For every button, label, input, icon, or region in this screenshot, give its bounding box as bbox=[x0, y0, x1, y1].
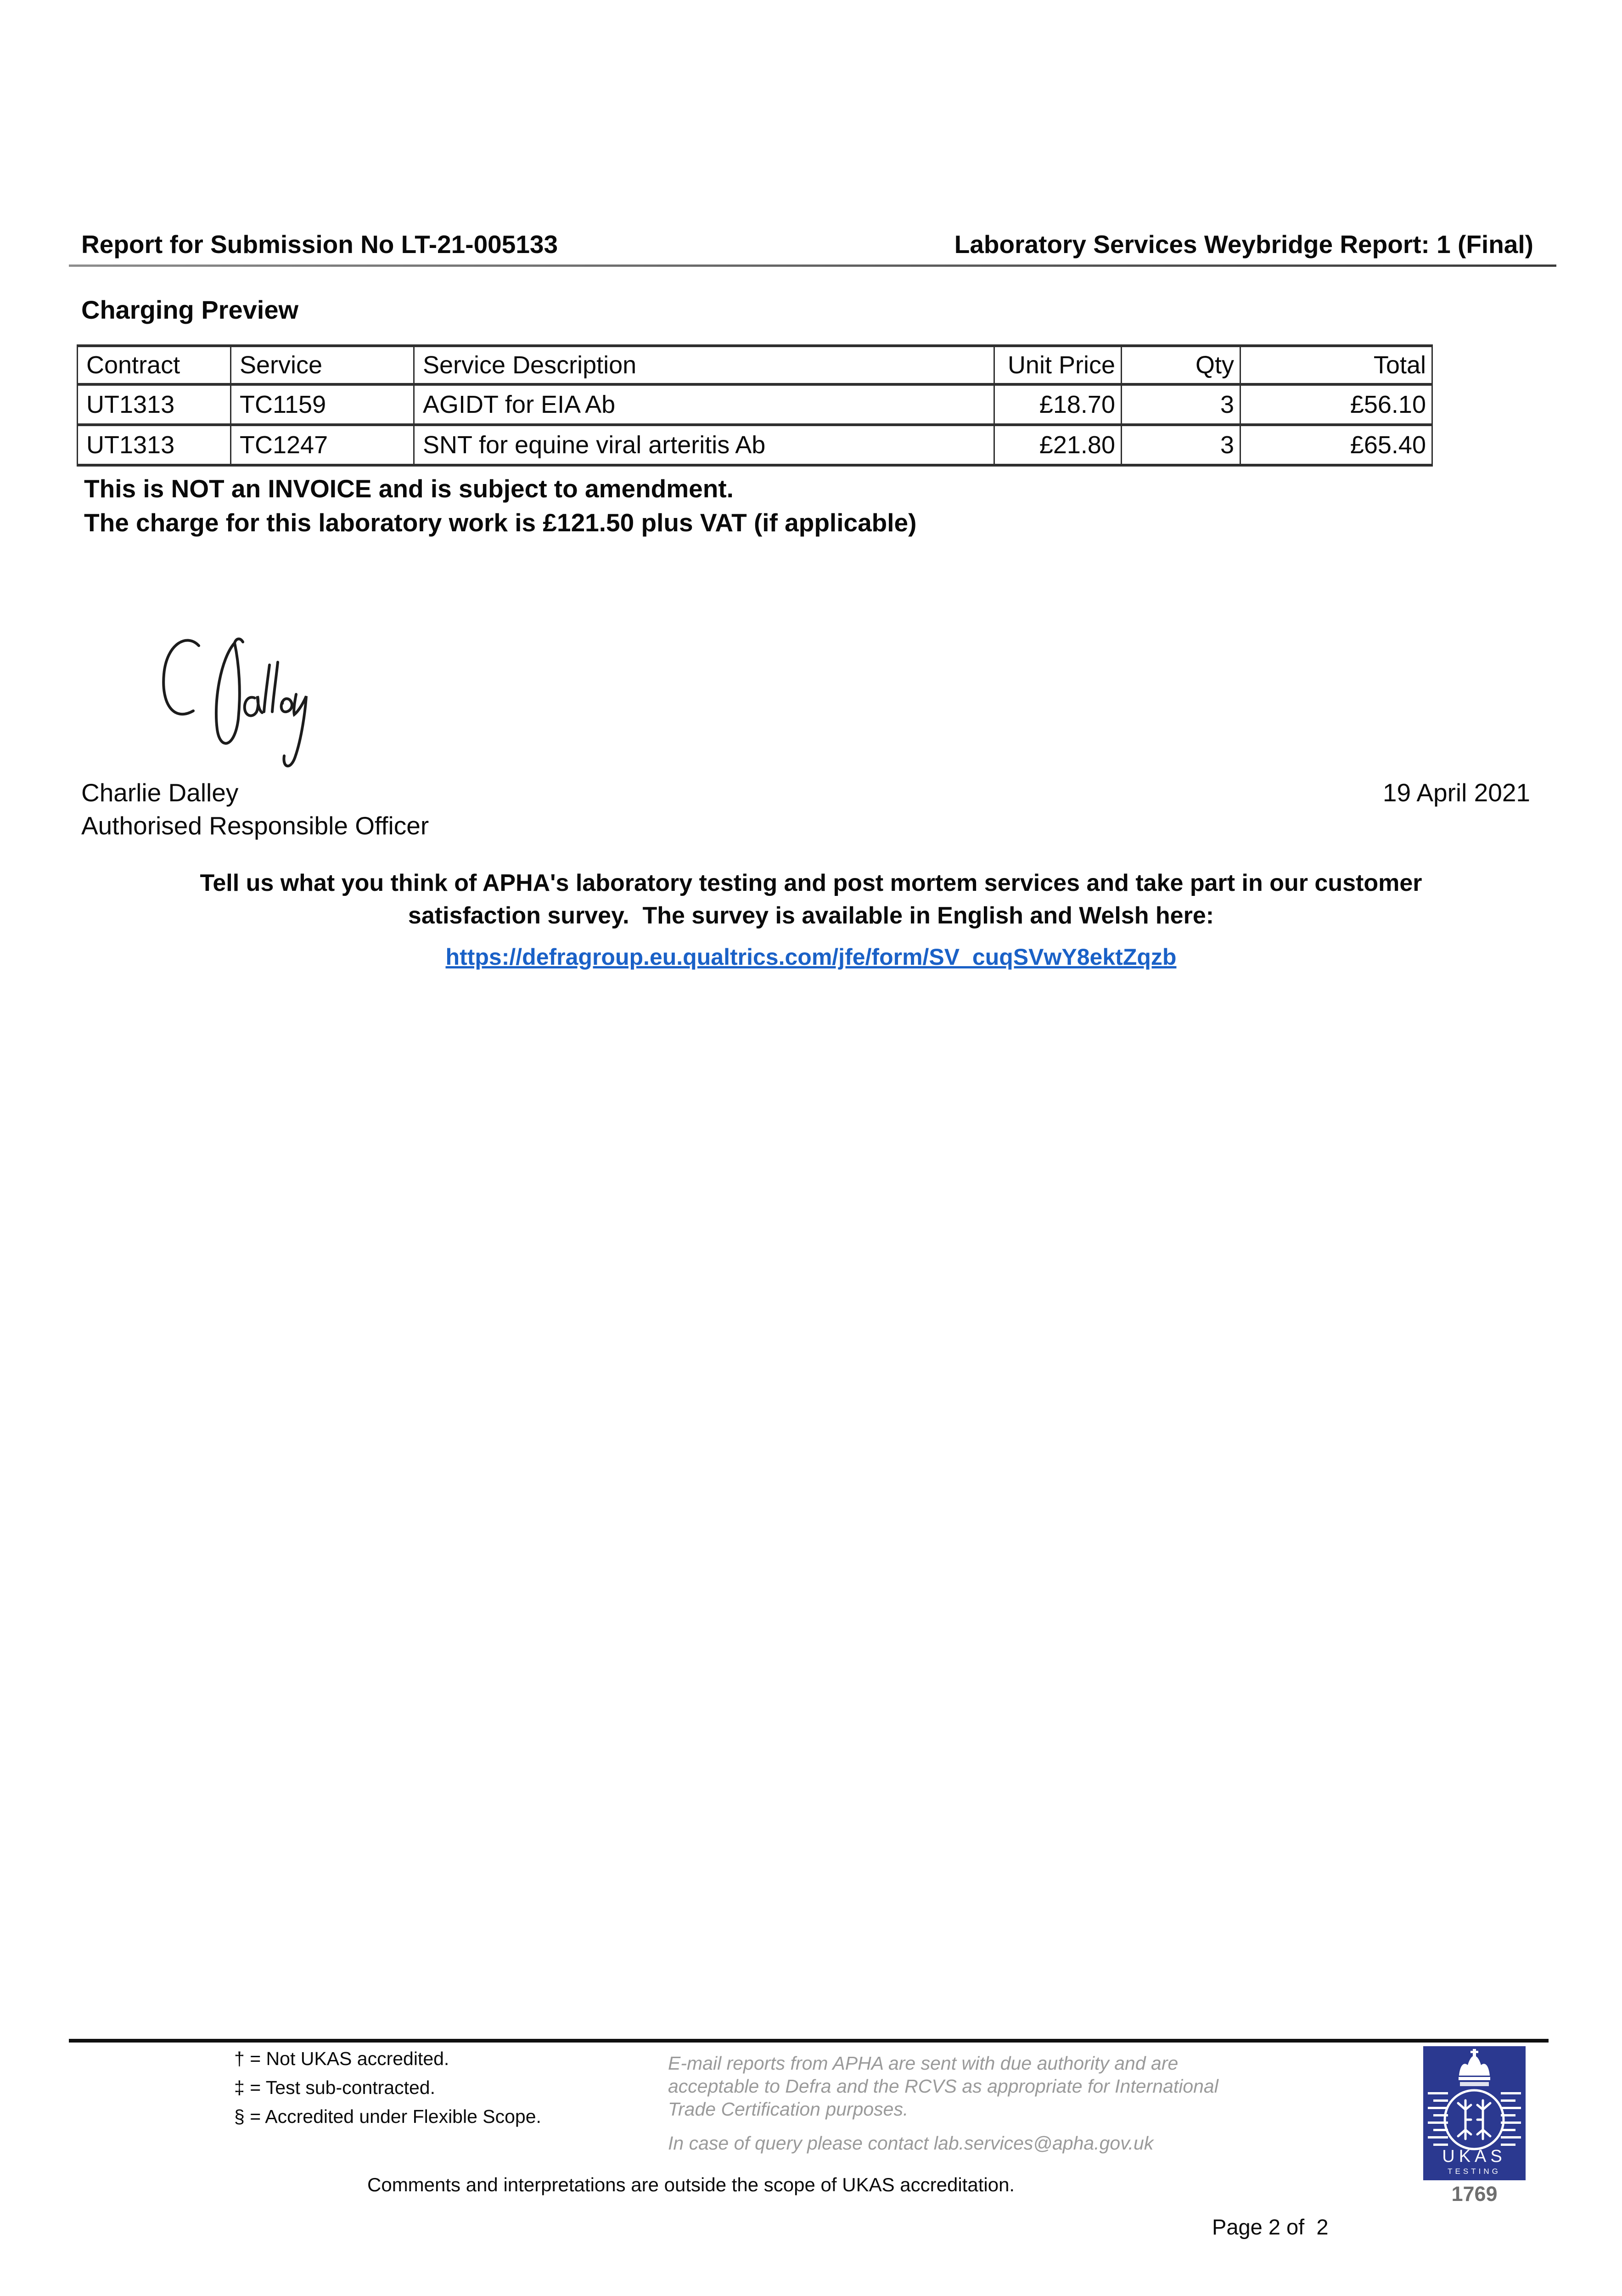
col-header-service-description: Service Description bbox=[414, 346, 994, 384]
charge-total-note: The charge for this laboratory work is £121.50 plus VAT (if applicable) bbox=[84, 508, 917, 537]
query-contact-note: In case of query please contact lab.services@apha.gov.uk bbox=[668, 2133, 1154, 2154]
email-note-line: E-mail reports from APHA are sent with due authority and are bbox=[668, 2053, 1179, 2074]
survey-text-line2: satisfaction survey. The survey is available in English and Welsh here: bbox=[408, 902, 1214, 929]
cell-unit-price: £18.70 bbox=[994, 384, 1122, 425]
header-right-title: Laboratory Services Weybridge Report: 1 (Final) bbox=[954, 230, 1533, 259]
email-note-line: acceptable to Defra and the RCVS as appropriate for International bbox=[668, 2076, 1218, 2097]
survey-link-wrap bbox=[46, 944, 1576, 970]
signoff-date: 19 April 2021 bbox=[1382, 778, 1530, 807]
cell-contract: UT1313 bbox=[78, 425, 231, 465]
accreditation-legend bbox=[234, 2044, 541, 2131]
email-note-line: Trade Certification purposes. bbox=[668, 2099, 909, 2120]
table-row bbox=[78, 425, 1432, 465]
charging-table bbox=[77, 344, 1433, 467]
cell-service: TC1159 bbox=[231, 384, 414, 425]
legend-flexible-scope: § = Accredited under Flexible Scope. bbox=[234, 2106, 541, 2127]
col-header-unit-price: Unit Price bbox=[994, 346, 1122, 384]
header-divider bbox=[69, 264, 1556, 267]
not-invoice-note: This is NOT an INVOICE and is subject to amendment. bbox=[84, 474, 734, 503]
cell-qty: 3 bbox=[1122, 425, 1240, 465]
col-header-contract: Contract bbox=[78, 346, 231, 384]
page-number: Page 2 of 2 bbox=[1212, 2215, 1329, 2239]
survey-text-line1: Tell us what you think of APHA's laboratory testing and post mortem services and take part in our customer bbox=[200, 870, 1422, 896]
table-header-row bbox=[78, 346, 1432, 384]
table-row bbox=[78, 384, 1432, 425]
signoff-name: Charlie Dalley bbox=[81, 778, 239, 807]
cell-service-description: AGIDT for EIA Ab bbox=[414, 384, 994, 425]
cell-service: TC1247 bbox=[231, 425, 414, 465]
signature bbox=[145, 620, 337, 781]
col-header-service: Service bbox=[231, 346, 414, 384]
legend-not-ukas: † = Not UKAS accredited. bbox=[234, 2048, 449, 2069]
cell-service-description: SNT for equine viral arteritis Ab bbox=[414, 425, 994, 465]
col-header-total: Total bbox=[1240, 346, 1432, 384]
ukas-accreditation-number: 1769 bbox=[1451, 2182, 1498, 2206]
legend-subcontracted: ‡ = Test sub-contracted. bbox=[234, 2077, 435, 2098]
survey-link[interactable]: https://defragroup.eu.qualtrics.com/jfe/form/SV_cuqSVwY8ektZqzb bbox=[445, 944, 1177, 970]
ukas-logo-label: UKAS bbox=[1442, 2147, 1506, 2166]
footer-divider bbox=[69, 2039, 1549, 2043]
signoff-role: Authorised Responsible Officer bbox=[81, 811, 429, 840]
cell-total: £65.40 bbox=[1240, 425, 1432, 465]
ukas-logo-sublabel: TESTING bbox=[1448, 2167, 1501, 2176]
cell-total: £56.10 bbox=[1240, 384, 1432, 425]
cell-qty: 3 bbox=[1122, 384, 1240, 425]
cell-unit-price: £21.80 bbox=[994, 425, 1122, 465]
email-authority-note bbox=[668, 2052, 1218, 2121]
ukas-testing-logo bbox=[1423, 2046, 1526, 2180]
col-header-qty: Qty bbox=[1122, 346, 1240, 384]
cell-contract: UT1313 bbox=[78, 384, 231, 425]
header-left-title: Report for Submission No LT-21-005133 bbox=[81, 230, 558, 259]
section-title-charging-preview: Charging Preview bbox=[81, 295, 299, 324]
comments-scope-note: Comments and interpretations are outside the scope of UKAS accreditation. bbox=[367, 2174, 1015, 2195]
